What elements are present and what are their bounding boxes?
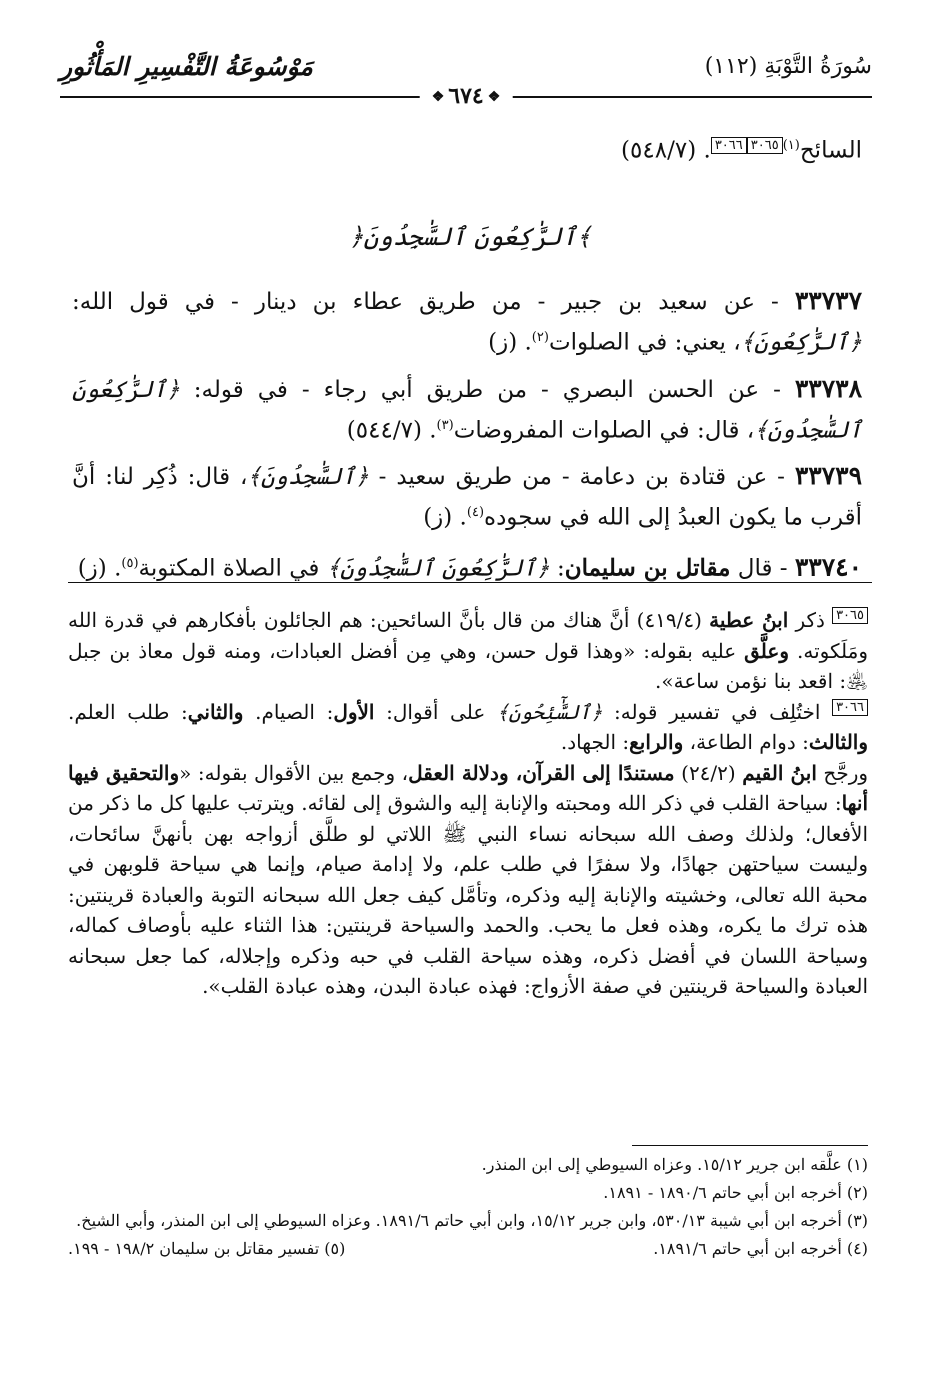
- entry-text: :: [549, 555, 565, 582]
- entry-number: ٣٣٧٣٨: [794, 373, 862, 403]
- quran-quote: ﴿ٱلرَّٰكِعُونَ ٱلسَّٰجِدُونَ﴾: [326, 555, 550, 582]
- note-text: عليه بقوله: «وهذا قول حسن، وهي مِن أفضل العبادات، ومنه قول معاذ بن جبل ﵁: اقعد بنا نؤمن ساعة».: [68, 638, 868, 693]
- page-number: ٦٧٤: [448, 83, 484, 109]
- note-text: اختُلِف في تفسير قوله:: [602, 699, 833, 724]
- entry: [72, 283, 862, 361]
- entry-text: ، يعني: في الصلوات: [548, 329, 741, 356]
- entry-text: - عن سعيد بن جبير - من طريق عطاء بن دينار - في قول الله:: [72, 289, 795, 315]
- note-text: (٤١٩/٤) أنَّ هناك من قال بأنَّ السائحين: هم الجائلون بأفكارهم في قدرة الله ومَلَكوته.: [68, 608, 869, 663]
- entry-text: في الصلاة المكتوبة: [138, 555, 327, 582]
- footnote-marker: (٤): [466, 505, 485, 521]
- note-text: : دوام الطاعة،: [683, 730, 809, 754]
- footnote: (٤) أخرجه ابن أبي حاتم ١٨٩١/٦.: [653, 1239, 868, 1258]
- entry-text: ، قال: ذُكِر لنا: أنَّ أقرب ما يكون العبدُ إلى الله في سجوده: [72, 464, 862, 531]
- entry: [72, 458, 862, 536]
- continuation-line: [72, 128, 862, 169]
- entry-number: ٣٣٧٣٩: [794, 461, 863, 491]
- footnote: (٢) أخرجه ابن أبي حاتم ١٨٩٠/٦ - ١٨٩١.: [603, 1183, 868, 1202]
- editor-notes: [68, 605, 868, 1002]
- entry-number: ٣٣٧٤٠: [794, 552, 862, 582]
- note-text: ذكر: [788, 608, 833, 632]
- note-text: ورجَّح: [816, 760, 869, 785]
- note-reference: ٣٠٦٥: [747, 137, 783, 154]
- note-emphasis: وعلَّق: [744, 638, 790, 663]
- note-reference: ٣٠٦٦: [711, 137, 747, 154]
- note-text: (٢٤/٢): [674, 760, 743, 785]
- section-heading: ﴿ٱلرَّٰكِعُونَ ٱلسَّٰجِدُونَ﴾: [348, 222, 592, 251]
- footnote-marker: (٣): [436, 417, 454, 433]
- entry-tail: . (ز): [488, 329, 532, 356]
- note-text: : الصيام.: [243, 699, 334, 724]
- entry-text: ، قال: في الصلوات المفروضات: [453, 417, 755, 444]
- quran-quote: ﴿ٱلرَّٰكِعُونَ ٱلسَّٰجِدُونَ﴾: [72, 376, 862, 444]
- ornament-icon: ❖: [431, 89, 445, 105]
- note-reference: ٣٠٦٦: [832, 699, 868, 716]
- entry-text: - عن الحسن البصري - من طريق أبي رجاء - في قوله:: [179, 376, 795, 403]
- note-emphasis: الأول: [333, 699, 375, 724]
- scholar-name: ابنُ القيم: [742, 760, 817, 785]
- entry-tail: . (ز): [77, 555, 122, 582]
- footnote-marker: (١): [782, 138, 800, 153]
- footnote: (١) علَّقه ابن جرير ١٥/١٢. وعزاه السيوطي إلى ابن المنذر.: [481, 1155, 868, 1174]
- notes-separator: [68, 582, 872, 583]
- note-emphasis: والرابع: [629, 730, 684, 754]
- narrator-name: مقاتل بن سليمان: [564, 554, 731, 582]
- entry-tail: . (ز): [423, 504, 467, 531]
- ornament-icon: ❖: [487, 89, 501, 105]
- note-text: ، وجمع بين الأقوال بقوله: «: [179, 760, 409, 785]
- note-emphasis: والثالث: [808, 730, 868, 754]
- entries-list: [72, 283, 862, 597]
- continuation-word: السائح: [799, 137, 862, 164]
- entry: [72, 546, 862, 587]
- footnote-row: [68, 1237, 868, 1261]
- entry-text: - عن قتادة بن دعامة - من طريق سعيد -: [368, 464, 795, 491]
- note-paragraph: [68, 605, 868, 697]
- note-text: : سياحة القلب في ذكر الله ومحبته والإنابة إليه والشوق إلى لقائه. ويترتب عليها كل ما ذكر من الأفعال؛ ولذلك وصف الله سبحانه نساء النبي ﷺ اللاتي لو طلَّق أزواجه بهن بأنهنَّ سائحات، وليست سياحتهن جهادًا، ولا سفرًا في طلب علم، ولا إدامة صيام، وإنما هي سياحة قلوبهن في محبة الله تعالى، وخشيته والإنابة إليه وذكره، وتأمَّل كيف جعل الله سبحانه التوبة والعبادة قرينتين: هذه ترك ما يكره، وهذه فعل ما يحب. والحمد والسياحة قرينتين: هذا الثناء عليه بأوصاف كماله، وسياحة اللسان في أفضل ذكره، وهذه سياحة القلب في حبه وذكره وإجلاله، كما جعل سبحانه العبادة والسياحة قرينتين في صفة الأزواج: فهذه عبادة البدن، وهذه عبادة القلب».: [68, 791, 868, 998]
- entry-text: - قال: [730, 555, 795, 582]
- footnotes: [68, 1153, 868, 1261]
- note-text: على أقوال:: [374, 699, 497, 724]
- note-emphasis: مستندًا إلى القرآن، ودلالة العقل: [408, 760, 675, 785]
- footnote-marker: (٢): [531, 330, 549, 345]
- footnote-marker: (٥): [121, 555, 139, 571]
- continuation-tail: . (٥٤٨/٧): [621, 137, 711, 164]
- note-text: : طلب العلم.: [68, 699, 188, 724]
- footnote: (٥) تفسير مقاتل بن سليمان ١٩٨/٢ - ١٩٩.: [68, 1239, 346, 1258]
- entry: [72, 371, 862, 449]
- note-emphasis: والثاني: [187, 699, 244, 724]
- scholar-name: ابنُ عطية: [709, 608, 789, 632]
- page-number-block: [420, 85, 513, 108]
- note-reference: ٣٠٦٥: [832, 607, 868, 624]
- entry-number: ٣٣٧٣٧: [794, 286, 862, 315]
- quran-quote: ﴿ٱلسَّٰجِدُونَ﴾: [247, 464, 369, 491]
- page-header: [60, 52, 872, 109]
- note-paragraph: [68, 697, 868, 758]
- surah-label: سُورَةُ التَّوْبَةِ (١١٢): [704, 54, 872, 79]
- note-emphasis: والتحقيق فيها أنها: [68, 760, 868, 815]
- footnotes-separator: [632, 1145, 868, 1146]
- note-text: : الجهاد.: [560, 730, 630, 754]
- entry-tail: . (٥٤٤/٧): [346, 417, 437, 444]
- note-paragraph: [68, 758, 868, 1002]
- footnote: (٣) أخرجه ابن أبي شيبة ٥٣٠/١٣، وابن جرير ١٥/١٢، وابن أبي حاتم ١٨٩١/٦. وعزاه السيوطي إلى ابن المنذر، وأبي الشيخ.: [76, 1211, 868, 1230]
- book-title: مَوْسُوعَةُ التَّفْسِيرِ المَأْثُورِ: [60, 52, 313, 81]
- quran-quote: ﴿ٱلسَّٰٓئِحُونَ﴾: [496, 699, 603, 724]
- quran-quote: ﴿ٱلرَّٰكِعُونَ﴾: [740, 329, 862, 356]
